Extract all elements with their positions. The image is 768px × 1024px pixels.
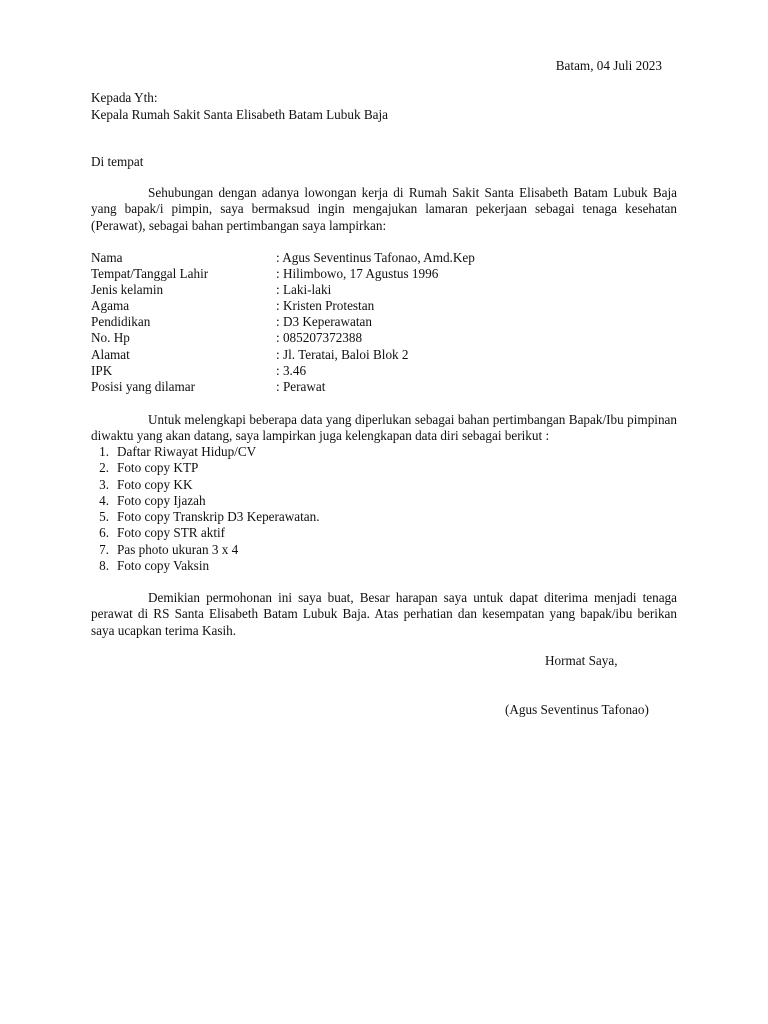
list-item	[91, 477, 320, 493]
list-item	[91, 509, 320, 525]
closing-paragraph	[91, 590, 677, 639]
list-item	[91, 525, 320, 541]
attachments-intro-text: Untuk melengkapi beberapa data yang diperlukan sebagai bahan pertimbangan Bapak/Ibu pimpinan diwaktu yang akan datang, saya lampirkan juga kelengkapan data diri sebagai berikut :	[91, 412, 677, 444]
info-value: : 085207372388	[276, 330, 363, 346]
list-item-number: 3.	[99, 476, 109, 492]
info-value: : Jl. Teratai, Baloi Blok 2	[276, 346, 409, 362]
info-label: Posisi yang dilamar	[91, 378, 196, 394]
info-value: : Hilimbowo, 17 Agustus 1996	[276, 266, 439, 282]
list-item-text: Daftar Riwayat Hidup/CV	[117, 444, 257, 459]
personal-info-table	[91, 250, 475, 395]
list-item	[91, 460, 320, 476]
info-value: : Perawat	[276, 378, 326, 394]
recipient-place: Di tempat	[91, 154, 144, 169]
list-item-text: Foto copy KTP	[117, 460, 199, 476]
recipient-salutation: Kepada Yth:	[91, 90, 158, 105]
info-row-education	[91, 314, 475, 330]
info-label: Jenis kelamin	[91, 282, 164, 298]
info-row-nama	[91, 250, 475, 266]
intro-paragraph	[91, 185, 677, 234]
recipient-name: Kepala Rumah Sakit Santa Elisabeth Batam Lubuk Baja	[91, 106, 389, 122]
list-item-text: Pas photo ukuran 3 x 4	[117, 541, 239, 557]
info-row-ipk	[91, 363, 475, 379]
list-item-number: 7.	[99, 541, 109, 557]
list-item	[91, 444, 320, 460]
info-label: Tempat/Tanggal Lahir	[91, 266, 209, 282]
info-label: Alamat	[91, 346, 130, 362]
info-row-religion	[91, 298, 475, 314]
attachments-list	[91, 444, 320, 574]
list-item	[91, 558, 320, 574]
info-row-phone	[91, 330, 475, 346]
info-label: Pendidikan	[91, 314, 151, 330]
intro-text: Sehubungan dengan adanya lowongan kerja di Rumah Sakit Santa Elisabeth Batam Lubuk Baja yang bapak/i pimpin, saya bermaksud ingin mengajukan lamaran pekerjaan sebagai tenaga kesehatan (Perawat), sebagai bahan pertimbangan saya lampirkan:	[91, 185, 677, 233]
list-item-number: 5.	[99, 509, 109, 525]
closing-text: Demikian permohonan ini saya buat, Besar harapan saya untuk dapat diterima menjadi tenaga perawat di RS Santa Elisabeth Batam Lubuk Baja. Atas perhatian dan kesempatan yang bapak/ibu berikan saya ucapkan terima Kasih.	[91, 590, 677, 638]
info-value: : Agus Seventinus Tafonao, Amd.Kep	[276, 250, 475, 265]
info-value: : Kristen Protestan	[276, 298, 375, 314]
info-row-position	[91, 379, 475, 395]
info-label: Nama	[91, 250, 123, 265]
list-item-text: Foto copy Ijazah	[117, 492, 206, 508]
recipient-block	[91, 90, 388, 123]
list-item-text: Foto copy KK	[117, 476, 193, 492]
attachments-intro-paragraph	[91, 412, 677, 445]
list-item-text: Foto copy Transkrip D3 Keperawatan.	[117, 509, 320, 525]
signature-name: (Agus Seventinus Tafonao)	[505, 702, 649, 717]
info-row-birth	[91, 266, 475, 282]
info-value: : 3.46	[276, 362, 307, 378]
info-row-gender	[91, 282, 475, 298]
list-item-text: Foto copy Vaksin	[117, 558, 210, 574]
info-label: IPK	[91, 362, 113, 378]
list-item-number: 4.	[99, 492, 109, 508]
letter-date: Batam, 04 Juli 2023	[555, 58, 662, 73]
closing-salutation: Hormat Saya,	[545, 653, 618, 668]
info-row-address	[91, 347, 475, 363]
info-value: : Laki-laki	[276, 282, 332, 298]
info-value: : D3 Keperawatan	[276, 314, 372, 330]
list-item-text: Foto copy STR aktif	[117, 525, 226, 541]
list-item-number: 2.	[99, 460, 109, 476]
list-item	[91, 542, 320, 558]
info-label: Agama	[91, 298, 130, 314]
list-item	[91, 493, 320, 509]
info-label: No. Hp	[91, 330, 130, 346]
list-item-number: 6.	[99, 525, 109, 541]
list-item-number: 8.	[99, 558, 109, 574]
list-item-number: 1.	[99, 444, 109, 459]
